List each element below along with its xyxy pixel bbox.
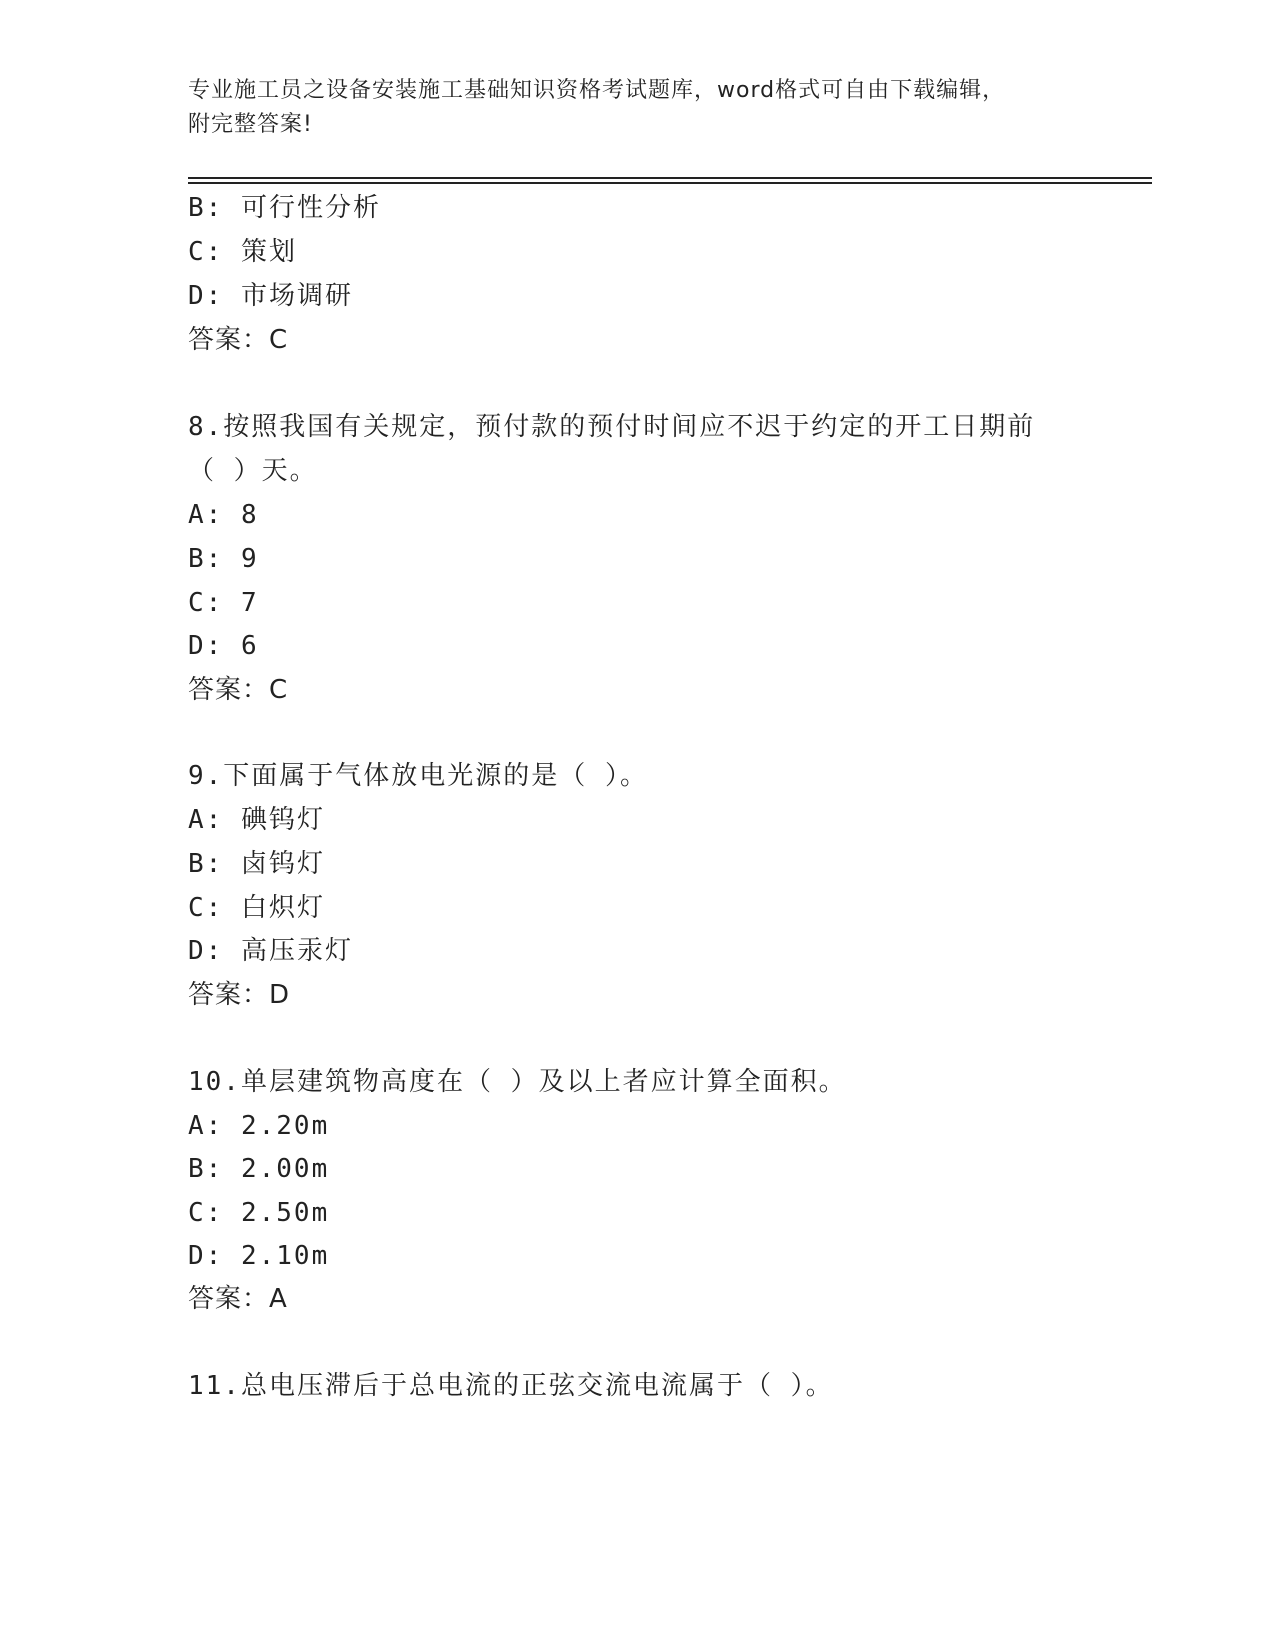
- header-line-2: 附完整答案!: [188, 112, 313, 137]
- question-8-text: 8.按照我国有关规定，预付款的预付时间应不迟于约定的开工日期前: [188, 412, 1036, 442]
- option-c: C: 白炽灯: [188, 893, 325, 923]
- header-line-1: 专业施工员之设备安装施工基础知识资格考试题库，word格式可自由下载编辑，: [188, 78, 1006, 103]
- option-d: D: 市场调研: [188, 281, 353, 311]
- option-a: A: 碘钨灯: [188, 805, 325, 835]
- option-d: D: 高压汞灯: [188, 936, 353, 966]
- option-b: B: 可行性分析: [188, 193, 381, 223]
- header-divider-top: [188, 177, 1152, 179]
- answer-line: 答案：C: [188, 675, 289, 705]
- option-b: B: 2.00m: [188, 1154, 330, 1184]
- option-d: D: 2.10m: [188, 1241, 330, 1271]
- document-header: [188, 74, 1068, 142]
- option-c: C: 2.50m: [188, 1198, 330, 1228]
- question-11-text: 11.总电压滞后于总电流的正弦交流电流属于（ ）。: [188, 1371, 834, 1401]
- option-c: C: 7: [188, 588, 259, 618]
- answer-line: 答案：A: [188, 1284, 288, 1314]
- question-8-text-continued: （ ）天。: [188, 456, 318, 486]
- header-divider-bottom: [188, 182, 1152, 184]
- question-9-text: 9.下面属于气体放电光源的是（ ）。: [188, 761, 648, 791]
- option-c: C: 策划: [188, 237, 297, 267]
- question-10-text: 10.单层建筑物高度在（ ）及以上者应计算全面积。: [188, 1067, 847, 1097]
- option-d: D: 6: [188, 631, 259, 661]
- answer-line: 答案：C: [188, 325, 289, 355]
- option-a: A: 8: [188, 500, 259, 530]
- option-b: B: 卤钨灯: [188, 849, 325, 879]
- option-b: B: 9: [188, 544, 259, 574]
- answer-line: 答案：D: [188, 980, 291, 1010]
- option-a: A: 2.20m: [188, 1111, 330, 1141]
